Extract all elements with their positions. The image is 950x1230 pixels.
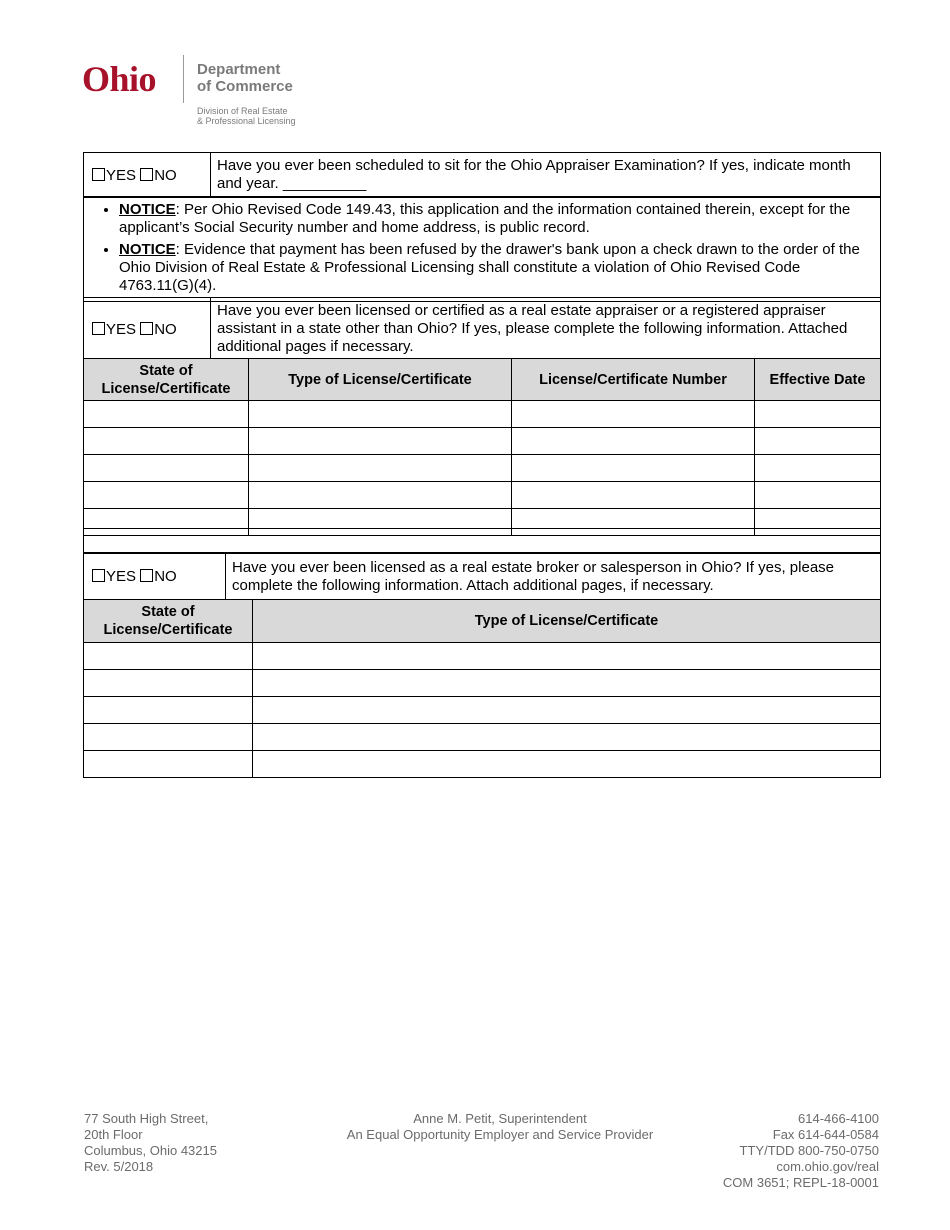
spacer-row	[83, 528, 881, 553]
type-cell[interactable]	[253, 643, 881, 670]
state-cell[interactable]	[84, 697, 253, 724]
state-cell[interactable]	[84, 401, 249, 428]
logo-division-line2: & Professional Licensing	[197, 116, 296, 126]
state-cell[interactable]	[84, 482, 249, 509]
table-row	[84, 697, 881, 724]
table-row	[84, 670, 881, 697]
q3-col-type: Type of License/Certificate	[253, 600, 881, 643]
notice-label: NOTICE	[119, 241, 176, 258]
footer-address-line: Columbus, Ohio 43215	[84, 1143, 217, 1158]
q2-no-label: NO	[154, 320, 177, 338]
footer-tty: TTY/TDD 800-750-0750	[739, 1143, 879, 1158]
logo-ohio-word: Ohio	[82, 59, 157, 99]
type-cell[interactable]	[249, 455, 512, 482]
type-cell[interactable]	[253, 697, 881, 724]
state-cell[interactable]	[84, 428, 249, 455]
footer-phone: 614-466-4100	[798, 1111, 879, 1126]
logo-dept-line2: of Commerce	[197, 78, 293, 95]
notice-item	[119, 241, 872, 295]
q2-col-type: Type of License/Certificate	[249, 359, 512, 401]
q1-yes-no	[84, 153, 211, 198]
number-cell[interactable]	[512, 455, 755, 482]
q3-no-checkbox[interactable]	[140, 569, 153, 582]
q2-no-checkbox[interactable]	[140, 322, 153, 335]
q1-yes-label: YES	[106, 166, 137, 184]
table-row	[84, 482, 881, 509]
q2-col-state: State of License/Certificate	[84, 359, 249, 401]
table-row	[84, 751, 881, 778]
footer-form-id: COM 3651; REPL-18-0001	[722, 1175, 879, 1190]
q2-col-date: Effective Date	[755, 359, 881, 401]
state-cell[interactable]	[84, 724, 253, 751]
logo-dept-line1: Department	[197, 61, 281, 78]
table-row	[84, 643, 881, 670]
ohio-commerce-logo	[82, 55, 342, 130]
footer-superintendent-name: Anne M. Petit, Superintendent	[413, 1111, 587, 1126]
number-cell[interactable]	[512, 428, 755, 455]
q1-no-label: NO	[154, 166, 177, 184]
table-row	[84, 428, 881, 455]
footer-revision: Rev. 5/2018	[84, 1159, 154, 1174]
q1-table	[83, 152, 881, 198]
state-cell[interactable]	[84, 751, 253, 778]
notice-label: NOTICE	[119, 201, 176, 218]
state-cell[interactable]	[84, 670, 253, 697]
footer-website: com.ohio.gov/real	[776, 1159, 879, 1174]
state-cell[interactable]	[84, 643, 253, 670]
footer-superintendent	[300, 1111, 700, 1143]
footer-contact	[723, 1111, 879, 1191]
q2-table	[83, 297, 881, 361]
notice-text: : Evidence that payment has been refused by the drawer's bank upon a check drawn to the order of the Ohio Division of Real Estate & Professional Licensing shall constitute a violation of Ohio Revised Code 4763.11(G)(4).	[119, 241, 860, 294]
footer-address-line: 20th Floor	[84, 1127, 143, 1142]
q2-yes-no	[84, 298, 211, 361]
type-cell[interactable]	[249, 428, 512, 455]
type-cell[interactable]	[249, 401, 512, 428]
q2-yes-label: YES	[106, 320, 137, 338]
footer-eoe-statement: An Equal Opportunity Employer and Service Provider	[346, 1127, 654, 1142]
logo-department	[197, 61, 293, 95]
state-cell[interactable]	[84, 455, 249, 482]
footer-address	[84, 1111, 217, 1175]
q1-yes-checkbox[interactable]	[92, 168, 105, 181]
type-cell[interactable]	[249, 482, 512, 509]
notices-table	[83, 196, 881, 302]
type-cell[interactable]	[253, 724, 881, 751]
number-cell[interactable]	[512, 482, 755, 509]
type-cell[interactable]	[253, 751, 881, 778]
date-cell[interactable]	[755, 482, 881, 509]
q3-yes-label: YES	[106, 568, 137, 585]
q2-col-number: License/Certificate Number	[512, 359, 755, 401]
q3-col-state: State of License/Certificate	[84, 600, 253, 643]
notice-text: : Per Ohio Revised Code 149.43, this application and the information contained therein, except for the applicant’s Social Security number and home address, is public record.	[119, 201, 851, 236]
logo-division	[197, 106, 296, 126]
date-cell[interactable]	[755, 401, 881, 428]
q3-license-table	[83, 599, 881, 778]
footer-address-line: 77 South High Street,	[84, 1111, 209, 1126]
footer-fax: Fax 614-644-0584	[772, 1127, 879, 1142]
q2-yes-checkbox[interactable]	[92, 322, 105, 335]
date-cell[interactable]	[755, 428, 881, 455]
q1-question: Have you ever been scheduled to sit for the Ohio Appraiser Examination? If yes, indicate month and year. __________	[211, 153, 881, 198]
q1-no-checkbox[interactable]	[140, 168, 153, 181]
q3-yes-checkbox[interactable]	[92, 569, 105, 582]
table-row	[84, 401, 881, 428]
date-cell[interactable]	[755, 455, 881, 482]
q2-license-table	[83, 358, 881, 536]
q2-question: Have you ever been licensed or certified as a real estate appraiser or a registered appraiser assistant in a state other than Ohio? If yes, please complete the following information. Attached additional pages if necessary.	[211, 298, 881, 361]
q3-yes-no	[84, 554, 226, 600]
q3-table	[83, 553, 881, 600]
notice-list	[90, 201, 872, 295]
table-row	[84, 455, 881, 482]
q3-question: Have you ever been licensed as a real estate broker or salesperson in Ohio? If yes, please complete the following information. Attach additional pages, if necessary.	[226, 554, 881, 600]
notice-item	[119, 201, 872, 237]
q3-no-label: NO	[154, 568, 177, 585]
type-cell[interactable]	[253, 670, 881, 697]
logo-division-line1: Division of Real Estate	[197, 106, 288, 116]
number-cell[interactable]	[512, 401, 755, 428]
notices-cell	[84, 197, 881, 302]
logo-divider	[183, 55, 184, 103]
table-row	[84, 724, 881, 751]
